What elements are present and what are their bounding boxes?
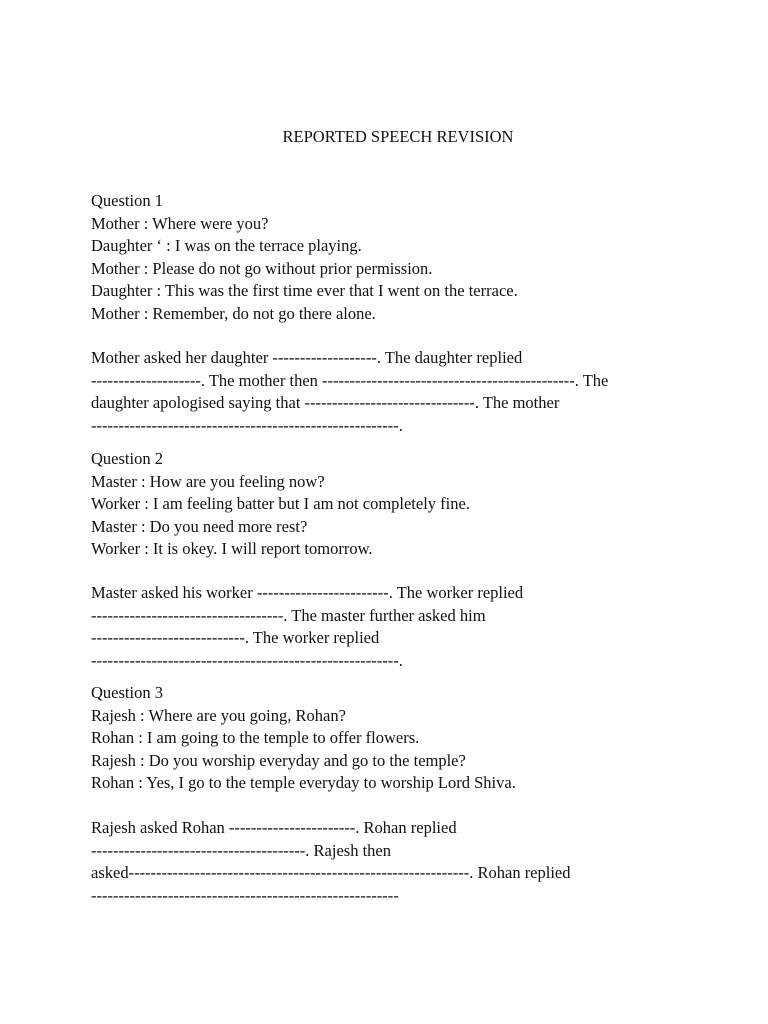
dialogue-line: Rohan : Yes, I go to the temple everyday to worship Lord Shiva.	[91, 773, 516, 792]
dialogue-line: Rohan : I am going to the temple to offer flowers.	[91, 728, 420, 747]
exercise-line: --------------------------------------------------------.	[91, 415, 403, 435]
dialogue-line: Mother : Please do not go without prior permission.	[91, 258, 433, 278]
dialogue-line: Rajesh : Do you worship everyday and go to the temple?	[91, 750, 466, 770]
dialogue-line: Mother : Remember, do not go there alone.	[91, 303, 376, 323]
question-2-exercise	[91, 582, 761, 672]
exercise-line: asked--------------------------------------------------------------. Rohan replied	[91, 863, 571, 882]
question-heading: Question 2	[91, 449, 163, 468]
dialogue-line: Daughter : This was the first time ever that I went on the terrace.	[91, 281, 518, 300]
dialogue-line: Worker : I am feeling batter but I am not completely fine.	[91, 494, 470, 513]
exercise-line: Rajesh asked Rohan -----------------------. Rohan replied	[91, 818, 457, 837]
dialogue-line: Rajesh : Where are you going, Rohan?	[91, 705, 346, 725]
exercise-line: daughter apologised saying that -------------------------------. The mother	[91, 393, 560, 412]
dialogue-line: Worker : It is okey. I will report tomorrow.	[91, 539, 373, 558]
dialogue-line: Mother : Where were you?	[91, 213, 269, 233]
exercise-line: ---------------------------------------. Rajesh then	[91, 840, 391, 860]
question-3-exercise	[91, 817, 761, 907]
question-1-exercise	[91, 347, 761, 437]
exercise-line: Master asked his worker ------------------------. The worker replied	[91, 583, 524, 602]
exercise-line: --------------------. The mother then ----------------------------------------------. The	[91, 370, 609, 390]
document-title: REPORTED SPEECH REVISION	[282, 127, 514, 146]
exercise-line: -----------------------------------. The master further asked him	[91, 605, 486, 625]
exercise-line: --------------------------------------------------------	[91, 885, 399, 905]
exercise-line: Mother asked her daughter -------------------. The daughter replied	[91, 348, 523, 367]
question-3-dialogue	[91, 682, 761, 795]
question-1-dialogue	[91, 190, 761, 325]
exercise-line: --------------------------------------------------------.	[91, 650, 403, 670]
question-heading: Question 1	[91, 191, 163, 210]
dialogue-line: Master : Do you need more rest?	[91, 516, 308, 536]
question-2-dialogue	[91, 448, 761, 561]
dialogue-line: Daughter ‘ : I was on the terrace playing.	[91, 236, 362, 255]
dialogue-line: Master : How are you feeling now?	[91, 471, 325, 491]
exercise-line: ----------------------------. The worker replied	[91, 628, 380, 647]
question-heading: Question 3	[91, 683, 163, 702]
